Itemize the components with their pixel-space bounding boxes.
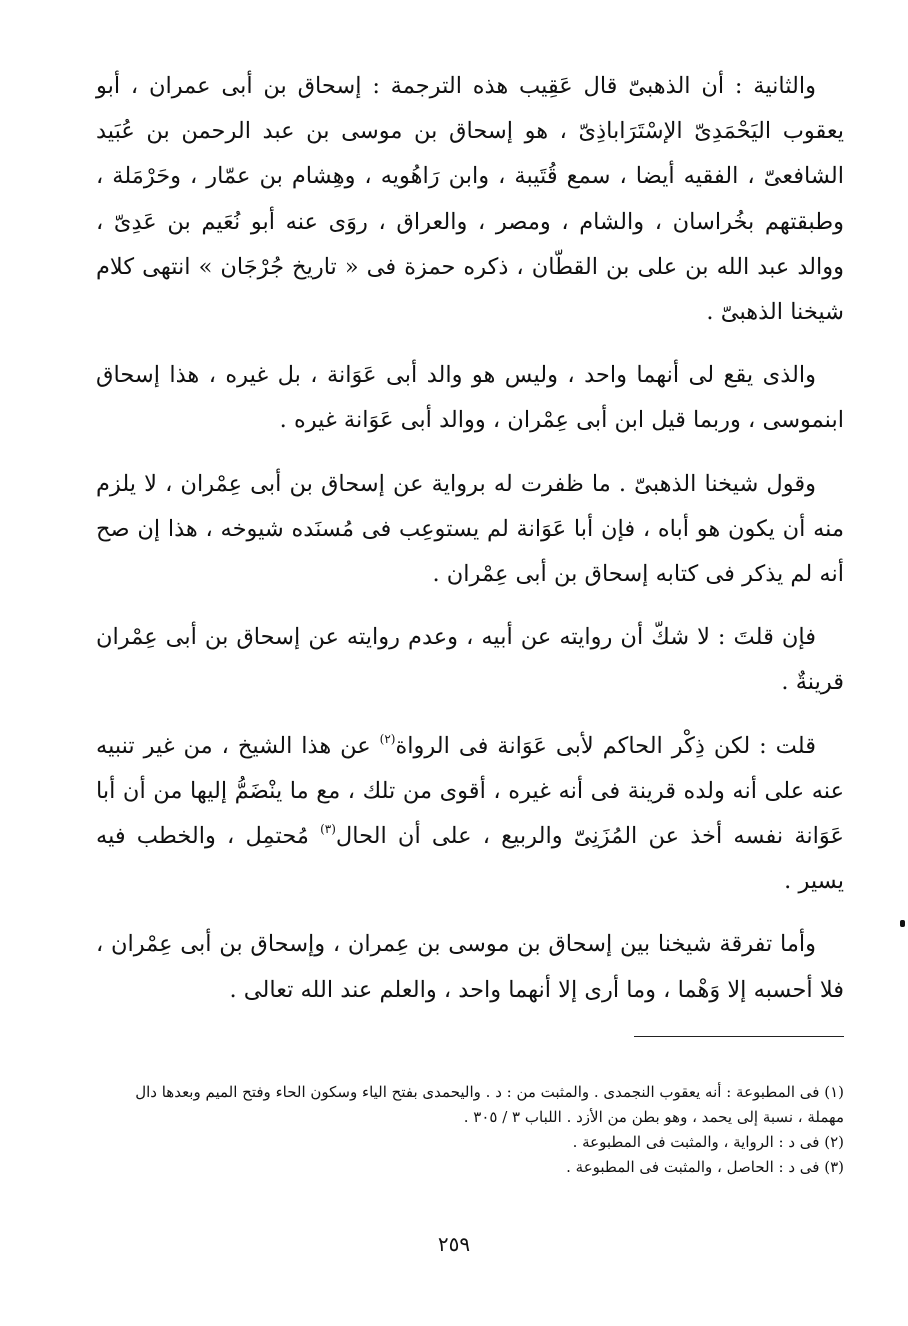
footnote-3: (٣) فى د : الحاصل ، والمثبت فى المطبوعة . xyxy=(566,1158,844,1176)
paragraph-4: فإن قلتَ : لا شكّ أن روايته عن أبيه ، وعدم روايته عن إسحاق بن أبى عِمْران قرينةٌ . xyxy=(96,624,844,696)
footnote-divider xyxy=(634,1036,844,1037)
paragraph-5-part-1: قلت : لكن ذِكْر الحاكم لأبى عَوَانة فى الرواة xyxy=(395,732,816,759)
paragraph-5-part-2: عن هذا الشيخ ، من غير تنبيه عنه على أنه ولده قرينة فى أنه غيره ، أقوى من تلك ، مع ما ينْضَمُّ إليها من أن أبا عَوَانة نفسه أخذ عن المُزَنِىّ والربيع ، على أن الحال xyxy=(96,732,844,850)
margin-mark xyxy=(900,920,905,927)
paragraph-5-part-3: مُحتمِل ، والخطب فيه يسير . xyxy=(96,823,844,895)
paragraph-5 xyxy=(96,724,844,905)
paragraph-6: وأما تفرقة شيخنا بين إسحاق بن موسى بن عِمران ، وإسحاق بن أبى عِمْران ، فلا أحسبه إلا وَهْما ، وما أرى إلا أنهما واحد ، والعلم عند الله تعالى . xyxy=(96,931,844,1003)
paragraph-2: والذى يقع لى أنهما واحد ، وليس هو والد أبى عَوَانة ، بل غيره ، هذا إسحاق ابنموسى ، وربما قيل ابن أبى عِمْران ، ووالد أبى عَوَانة غيره . xyxy=(96,362,844,434)
paragraph-3: وقول شيخنا الذهبىّ . ما ظفرت له برواية عن إسحاق بن أبى عِمْران ، لا يلزم منه أن يكون هو أباه ، فإن أبا عَوَانة لم يستوعِب فى مُسنَده شيوخه ، هذا إن صح أنه لم يذكر فى كتابه إسحاق بن أبى عِمْران . xyxy=(96,470,844,588)
paragraph-1: والثانية : أن الذهبىّ قال عَقِيب هذه الترجمة : إسحاق بن أبى عمران ، أبو يعقوب اليَحْمَدِىّ الإسْتَرَاباذِىّ ، هو إسحاق بن موسى بن عبد الرحمن بن عُبَيد الشافعىّ ، الفقيه أيضا ، سمع قُتَيبة ، وابن رَاهُويه ، وهِشام بن عمّار ، وحَرْمَلة ، وطبقتهم بخُراسان ، والشام ، ومصر ، والعراق ، روَى عنه أبو نُعَيم بن عَدِىّ ، ووالد عبد الله بن على بن القطّان ، ذكره حمزة فى « تاريخ جُرْجَان » انتهى كلام شيخنا الذهبىّ . xyxy=(96,73,844,326)
footnotes xyxy=(96,1080,844,1180)
footnote-ref-3: (٣) xyxy=(320,822,336,837)
footnote-1: (١) فى المطبوعة : أنه يعقوب النجمدى . والمثبت من : د . واليحمدى بفتح الياء وسكون الحاء وفتح الميم وبعدها دال مهملة ، نسبة إلى يحمد ، وهو بطن من الأزد . اللباب ٣ / ٣٠٥ . xyxy=(135,1083,844,1126)
page-number: ٢٥٩ xyxy=(437,1232,471,1256)
footnote-2: (٢) فى د : الرواية ، والمثبت فى المطبوعة . xyxy=(572,1133,844,1151)
footnote-ref-2: (٢) xyxy=(379,731,396,746)
main-text xyxy=(96,64,844,1031)
